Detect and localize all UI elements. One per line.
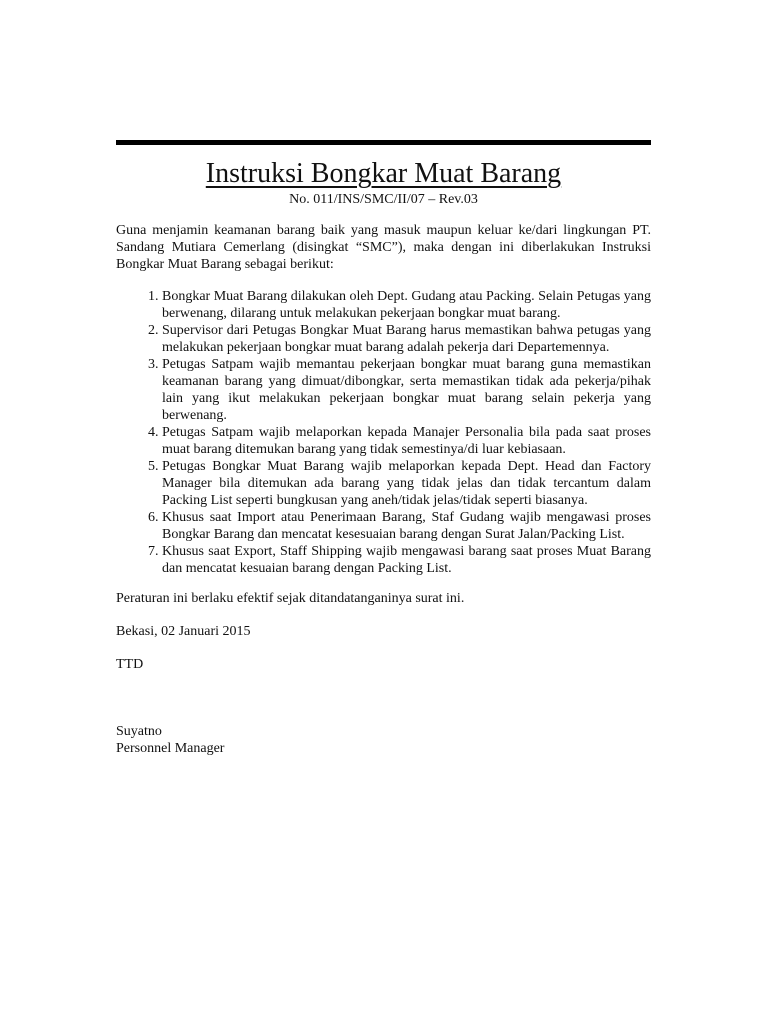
- document-number: No. 011/INS/SMC/II/07 – Rev.03: [289, 192, 478, 207]
- document-page: [116, 140, 651, 757]
- instruction-list: [116, 288, 651, 577]
- document-title: Instruksi Bongkar Muat Barang: [205, 158, 562, 189]
- instruction-item: 2. Supervisor dari Petugas Bongkar Muat Barang harus memastikan bahwa petugas yang melakukan pekerjaan bongkar muat barang adalah pekerja dari Departemennya.: [162, 322, 651, 356]
- instruction-item: 1. Bongkar Muat Barang dilakukan oleh Dept. Gudang atau Packing. Selain Petugas yang berwenang, dilarang untuk melakukan pekerjaan bongkar muat barang.: [162, 288, 651, 322]
- intro-paragraph: Guna menjamin keamanan barang baik yang masuk maupun keluar ke/dari lingkungan PT. Sandang Mutiara Cemerlang (disingkat “SMC”), maka dengan ini diberlakukan Instruksi Bongkar Muat Barang sebagai berikut:: [116, 223, 651, 272]
- place-date: Bekasi, 02 Januari 2015: [116, 624, 251, 639]
- signer-title: Personnel Manager: [116, 741, 225, 756]
- instruction-item: 5. Petugas Bongkar Muat Barang wajib melaporkan kepada Dept. Head dan Factory Manager bila ditemukan ada barang yang tidak jelas dan tidak tercantum dalam Packing List seperti bungkusan yang aneh/tidak jelas/tidak seperti biasanya.: [162, 458, 651, 509]
- instruction-item: 3. Petugas Satpam wajib memantau pekerjaan bongkar muat barang guna memastikan keamanan barang yang dimuat/dibongkar, serta memastikan tidak ada pekerja/pihak lain yang ikut melakukan pekerjaan bongkar muat barang selain pekerja yang berwenang.: [162, 356, 651, 424]
- instruction-item: 6. Khusus saat Import atau Penerimaan Barang, Staf Gudang wajib mengawasi proses Bongkar Barang dan mencatat kesesuaian barang dengan Surat Jalan/Packing List.: [162, 509, 651, 543]
- instruction-item: 7. Khusus saat Export, Staff Shipping wajib mengawasi barang saat proses Muat Barang dan mencatat kesuaian barang dengan Packing List.: [162, 543, 651, 577]
- closing-statement: Peraturan ini berlaku efektif sejak ditandatanganinya surat ini.: [116, 591, 465, 606]
- signature-marker: TTD: [116, 657, 144, 672]
- signer-name: Suyatno: [116, 724, 162, 739]
- instruction-item: 4. Petugas Satpam wajib melaporkan kepada Manajer Personalia bila pada saat proses muat barang ditemukan barang yang tidak semestinya/di luar kebiasaan.: [162, 424, 651, 458]
- header-rule: [116, 140, 651, 145]
